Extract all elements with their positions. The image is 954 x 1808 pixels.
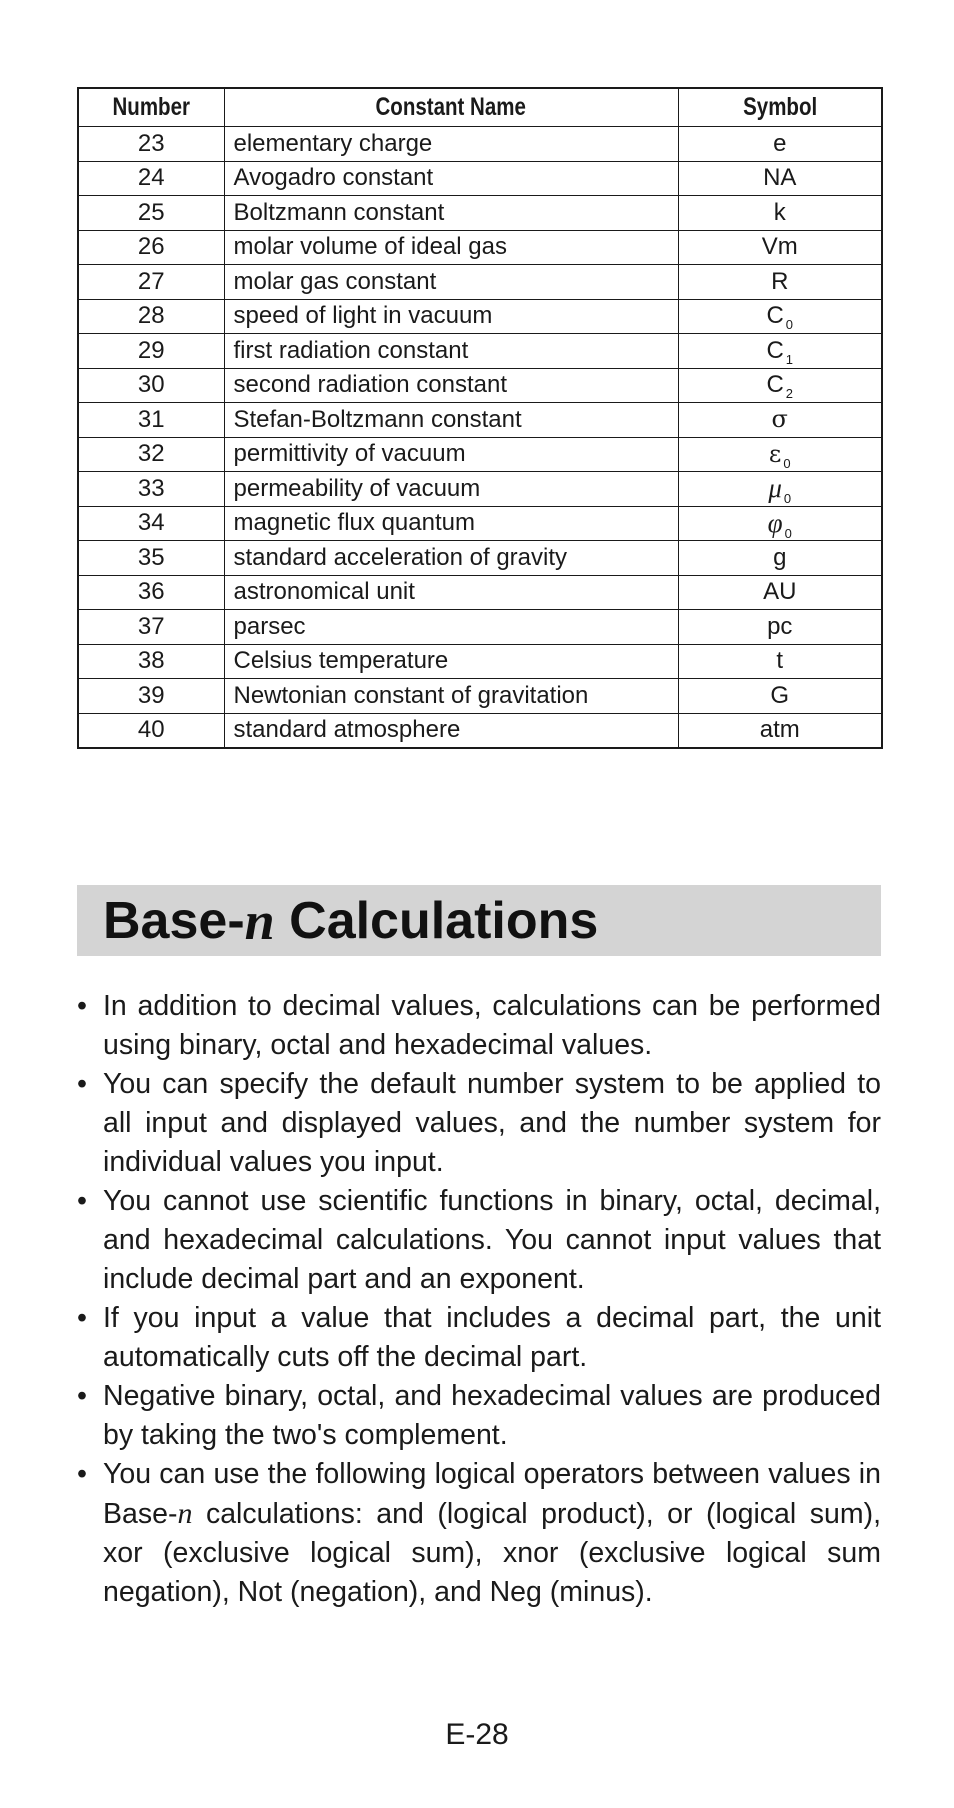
symbol-main: C [766,336,784,364]
constant-symbol [678,610,882,645]
constant-name: permittivity of vacuum [224,437,678,472]
symbol-main: pc [767,612,793,640]
symbol-main: σ [771,405,788,434]
symbol-main: AU [763,578,797,606]
symbol-subscript: 2 [785,386,794,402]
section-title-prefix: Base- [103,891,245,950]
bullet-dot-icon: • [77,990,87,1022]
constant-number: 24 [78,161,224,196]
symbol-main: atm [759,716,800,744]
table-row [78,230,882,265]
constant-symbol [678,713,882,748]
bullet-item [77,1455,881,1612]
constant-symbol [678,472,882,507]
table-row [78,368,882,403]
symbol-main: φ [767,507,783,538]
section-title-n: n [244,890,275,951]
constant-symbol [678,644,882,679]
symbol-main: NA [763,164,797,192]
bullet-dot-icon: • [77,1380,87,1412]
table-row [78,161,882,196]
bullet-text: If you input a value that includes a decimal part, the unit automatically cuts off the decimal part. [103,1302,881,1373]
bullet-dot-icon: • [77,1185,87,1217]
constant-number: 30 [78,368,224,403]
table-row [78,541,882,576]
symbol-subscript: 0 [785,317,794,333]
table-row [78,644,882,679]
constant-number: 28 [78,299,224,334]
constant-symbol [678,679,882,714]
bullet-dot-icon: • [77,1302,87,1334]
table-row [78,679,882,714]
bullet-text: You can specify the default number system to be applied to all input and displayed values, and the number system for individual values you input. [103,1068,881,1178]
constant-name: molar volume of ideal gas [224,230,678,265]
constant-symbol [678,506,882,541]
constant-number: 25 [78,196,224,231]
constant-name: first radiation constant [224,334,678,369]
bullet-item [77,1065,881,1182]
constant-number: 32 [78,437,224,472]
constant-name: second radiation constant [224,368,678,403]
constant-number: 23 [78,127,224,162]
constant-number: 39 [78,679,224,714]
constant-number: 38 [78,644,224,679]
constant-name: standard acceleration of gravity [224,541,678,576]
table-row [78,610,882,645]
symbol-main: C [766,371,784,399]
page-number: E-28 [445,1718,509,1751]
table-row [78,713,882,748]
constant-symbol [678,403,882,438]
column-header-number: Number [78,88,224,127]
symbol-main: R [771,267,789,295]
constant-number: 36 [78,575,224,610]
section-title [77,885,881,956]
constant-number: 27 [78,265,224,300]
table-body [78,127,882,749]
column-header-constant-name: Constant Name [224,88,678,127]
symbol-main: t [776,647,784,675]
symbol-subscript: 0 [783,455,791,471]
symbol-main: μ [768,473,782,504]
table-row [78,265,882,300]
constant-name: Avogadro constant [224,161,678,196]
bullet-text: In addition to decimal values, calculations can be performed using binary, octal and hexadecimal values. [103,990,881,1061]
bullet-text: You can use the following logical operators between values in Base- [103,1458,881,1530]
constant-symbol [678,334,882,369]
constant-name: molar gas constant [224,265,678,300]
symbol-subscript: 1 [785,351,794,367]
constant-name: Newtonian constant of gravitation [224,679,678,714]
constant-name: Stefan-Boltzmann constant [224,403,678,438]
section-title-suffix: Calculations [274,891,599,950]
bullet-item [77,987,881,1065]
bullet-item [77,1377,881,1455]
table-row [78,127,882,162]
constant-number: 29 [78,334,224,369]
bullet-dot-icon: • [77,1068,87,1100]
constant-symbol [678,299,882,334]
constant-name: parsec [224,610,678,645]
constant-symbol [678,575,882,610]
constant-symbol [678,437,882,472]
constant-number: 34 [78,506,224,541]
constant-name: standard atmosphere [224,713,678,748]
bullet-text: You cannot use scientific functions in binary, octal, decimal, and hexadecimal calculations. You cannot input values that include decimal part and an exponent. [103,1185,881,1295]
table-row [78,196,882,231]
constant-name: elementary charge [224,127,678,162]
constant-number: 40 [78,713,224,748]
bullet-dot-icon: • [77,1458,87,1490]
table-row [78,299,882,334]
constant-number: 35 [78,541,224,576]
table-header-row [78,88,882,127]
table-row [78,575,882,610]
symbol-main: Vm [761,233,798,261]
constant-name: permeability of vacuum [224,472,678,507]
constant-name: Celsius temperature [224,644,678,679]
bullet-text-n: n [177,1497,193,1530]
constant-symbol [678,230,882,265]
bullet-list [77,987,881,1612]
constant-symbol [678,127,882,162]
symbol-main: G [770,681,790,709]
symbol-main: ε [768,439,782,468]
constant-symbol [678,161,882,196]
constant-name: Boltzmann constant [224,196,678,231]
bullet-item [77,1182,881,1299]
constant-number: 31 [78,403,224,438]
constant-name: astronomical unit [224,575,678,610]
table-row [78,334,882,369]
constant-symbol [678,265,882,300]
table-row [78,506,882,541]
constant-name: magnetic flux quantum [224,506,678,541]
column-header-symbol: Symbol [678,88,882,127]
symbol-subscript: 0 [783,491,792,507]
symbol-main: e [773,129,787,157]
bullet-text: Negative binary, octal, and hexadecimal values are produced by taking the two's complement. [103,1380,881,1451]
symbol-subscript: 0 [784,525,792,541]
table-row [78,437,882,472]
table-row [78,472,882,507]
symbol-main: g [773,543,787,571]
constant-number: 33 [78,472,224,507]
bullet-text: calculations: and (logical product), or (logical sum), xor (exclusive logical sum), xnor (exclusive logical sum negation), Not (negation), and Neg (minus). [103,1498,881,1608]
constant-symbol [678,196,882,231]
bullet-item [77,1299,881,1377]
symbol-main: C [766,302,784,330]
constants-table [77,87,883,749]
symbol-main: k [773,198,786,226]
constant-symbol [678,368,882,403]
constant-number: 26 [78,230,224,265]
constant-name: speed of light in vacuum [224,299,678,334]
constant-number: 37 [78,610,224,645]
table-row [78,403,882,438]
constant-symbol [678,541,882,576]
